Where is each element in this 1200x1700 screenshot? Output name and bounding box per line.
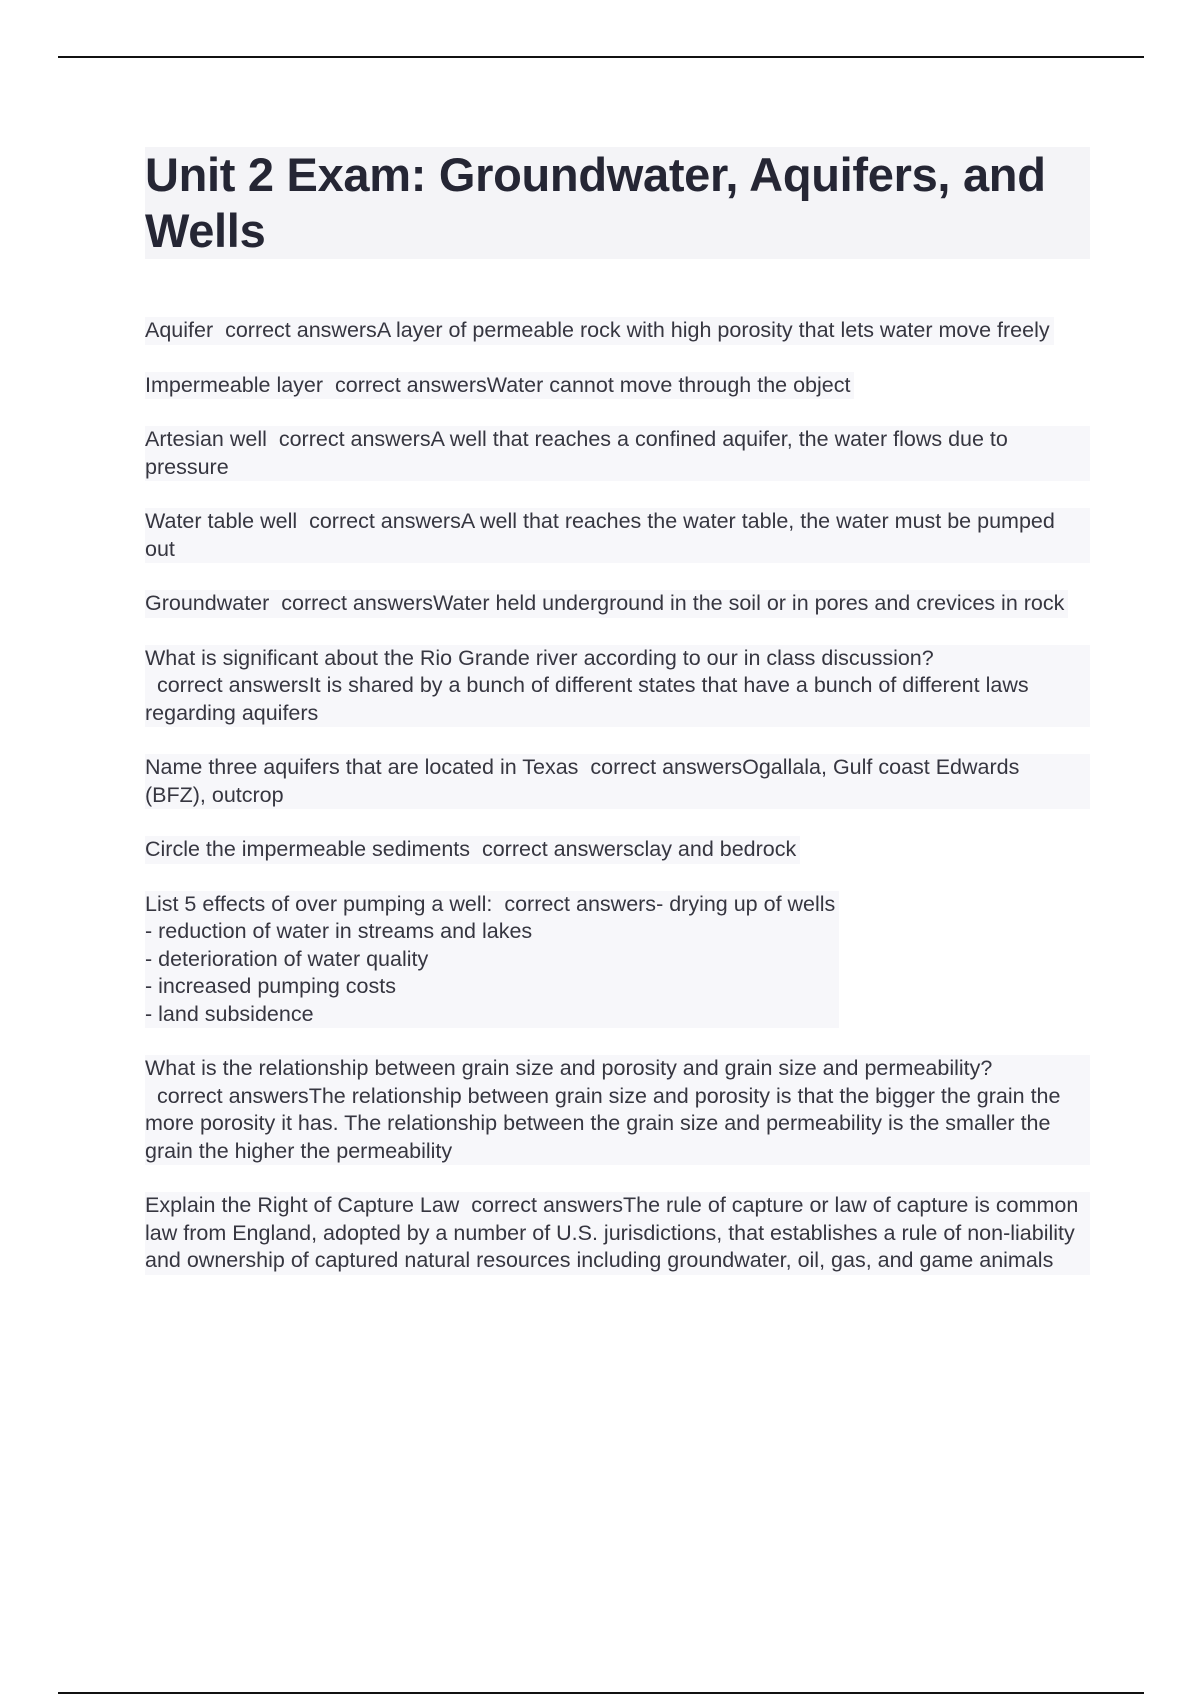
qa-separator: correct answers (470, 837, 634, 861)
qa-item (145, 645, 1090, 728)
qa-item (145, 1192, 1090, 1275)
qa-answer: The relationship between grain size and porosity is that the bigger the grain the more porosity it has. The relationship between the grain size and permeability is the smaller the grain the higher the permeability (145, 1083, 1061, 1163)
qa-item (145, 372, 854, 400)
bottom-rule (58, 1692, 1144, 1694)
qa-separator: correct answers (578, 755, 743, 779)
qa-list (145, 317, 1090, 1275)
qa-question: Groundwater (145, 591, 270, 615)
qa-item (145, 426, 1090, 481)
qa-item (145, 1055, 1090, 1165)
qa-question: Aquifer (145, 318, 214, 342)
qa-item (145, 508, 1090, 563)
page-content (145, 147, 1090, 1302)
qa-item (145, 317, 1054, 345)
qa-answer: - drying up of wells (656, 891, 836, 916)
qa-answer: Water cannot move through the object (486, 372, 851, 397)
qa-question: Explain the Right of Capture Law (145, 1193, 460, 1217)
qa-question: Circle the impermeable sediments (145, 837, 471, 861)
list-line: - increased pumping costs (145, 974, 396, 998)
qa-separator: correct answers (145, 1083, 309, 1108)
qa-separator: correct answers (266, 427, 431, 451)
qa-question: What is the relationship between grain size and porosity and grain size and permeability? (145, 1056, 993, 1080)
title-box (145, 147, 1090, 259)
qa-separator: correct answers (459, 1193, 624, 1217)
qa-answer: The rule of capture or law of capture is common law from England, adopted by a number of U.S. jurisdictions, that establishes a rule of non-liability and ownership of captured natural resources including groundwater, oil, gas, and game animals (145, 1193, 1079, 1272)
qa-separator: correct answers (213, 318, 377, 342)
list-line: - land subsidence (145, 1001, 314, 1026)
qa-answer: It is shared by a bunch of different states that have a bunch of different laws regarding aquifers (145, 673, 1029, 725)
qa-question: Water table well (145, 509, 298, 533)
qa-question: Impermeable layer (145, 372, 324, 397)
qa-question: Artesian well (145, 427, 267, 451)
qa-question: List 5 effects of over pumping a well: (145, 891, 493, 916)
document-title: Unit 2 Exam: Groundwater, Aquifers, and Wells (145, 148, 1046, 257)
qa-item (145, 836, 800, 864)
qa-question: Name three aquifers that are located in Texas (145, 755, 579, 779)
qa-item (145, 590, 1068, 618)
qa-separator: correct answers (145, 673, 309, 697)
qa-answer: A well that reaches the water table, the water must be pumped out (145, 509, 1055, 561)
qa-separator: correct answers (323, 372, 487, 397)
qa-separator: correct answers (297, 509, 461, 533)
list-line: - deterioration of water quality (145, 946, 429, 971)
qa-answer: A layer of permeable rock with high porosity that lets water move freely (376, 318, 1050, 342)
qa-separator: correct answers (269, 591, 433, 615)
qa-item (145, 891, 839, 1029)
qa-answer: Ogallala, Gulf coast Edwards (BFZ), outcrop (145, 755, 1020, 807)
top-rule (58, 56, 1144, 58)
qa-answer: A well that reaches a confined aquifer, the water flows due to pressure (145, 427, 1008, 479)
qa-question: What is significant about the Rio Grande river according to our in class discussion? (145, 645, 934, 670)
qa-item (145, 754, 1090, 809)
qa-separator: correct answers (492, 891, 657, 916)
qa-answer: Water held underground in the soil or in pores and crevices in rock (432, 591, 1065, 615)
list-line: - reduction of water in streams and lakes (145, 919, 533, 943)
qa-answer: clay and bedrock (633, 837, 797, 861)
